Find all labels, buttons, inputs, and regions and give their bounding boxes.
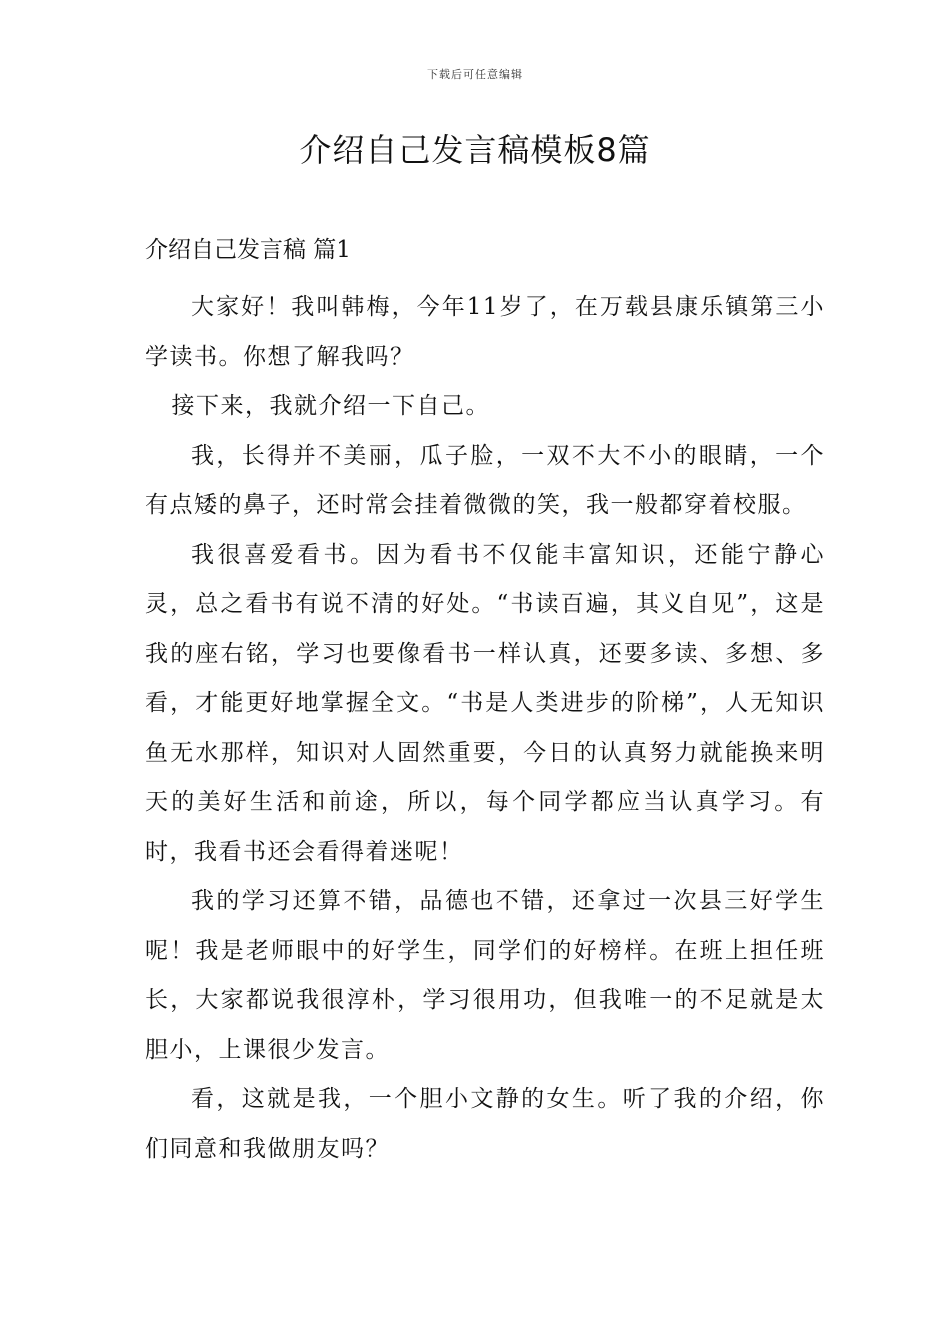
paragraph-closing: 看，这就是我，一个胆小文静的女生。听了我的介绍，你们同意和我做朋友吗？: [145, 1086, 825, 1162]
paragraph-reading: 我很喜爱看书。因为看书不仅能丰富知识，还能宁静心灵，总之看书有说不清的好处。“书读百遍，其义自见”，这是我的座右铭，学习也要像看书一样认真，还要多读、多想、多看，才能更好地掌握全文。“书是人类进步的阶梯”，人无知识鱼无水那样，知识对人固然重要，今日的认真努力就能换来明天的美好生活和前途，所以，每个同学都应当认真学习。有时，我看书还会看得着迷呢！: [145, 541, 825, 865]
header-note: 下载后可任意编辑: [427, 68, 523, 81]
document-title: 介绍自己发言稿模板8篇: [299, 131, 651, 169]
paragraph-appearance: 我，长得并不美丽，瓜子脸，一双不大不小的眼睛，一个有点矮的鼻子，还时常会挂着微微的笑，我一般都穿着校服。: [145, 442, 825, 518]
section-heading: 介绍自己发言稿 篇1: [145, 237, 351, 263]
paragraph-intro: 大家好！我叫韩梅，今年11岁了，在万载县康乐镇第三小学读书。你想了解我吗？: [145, 294, 825, 370]
document-body: [145, 283, 825, 1174]
paragraph-study: 我的学习还算不错，品德也不错，还拿过一次县三好学生呢！我是老师眼中的好学生，同学们的好榜样。在班上担任班长，大家都说我很淳朴，学习很用功，但我唯一的不足就是太胆小，上课很少发言。: [145, 888, 825, 1063]
paragraph-transition: 接下来，我就介绍一下自己。: [171, 393, 490, 419]
